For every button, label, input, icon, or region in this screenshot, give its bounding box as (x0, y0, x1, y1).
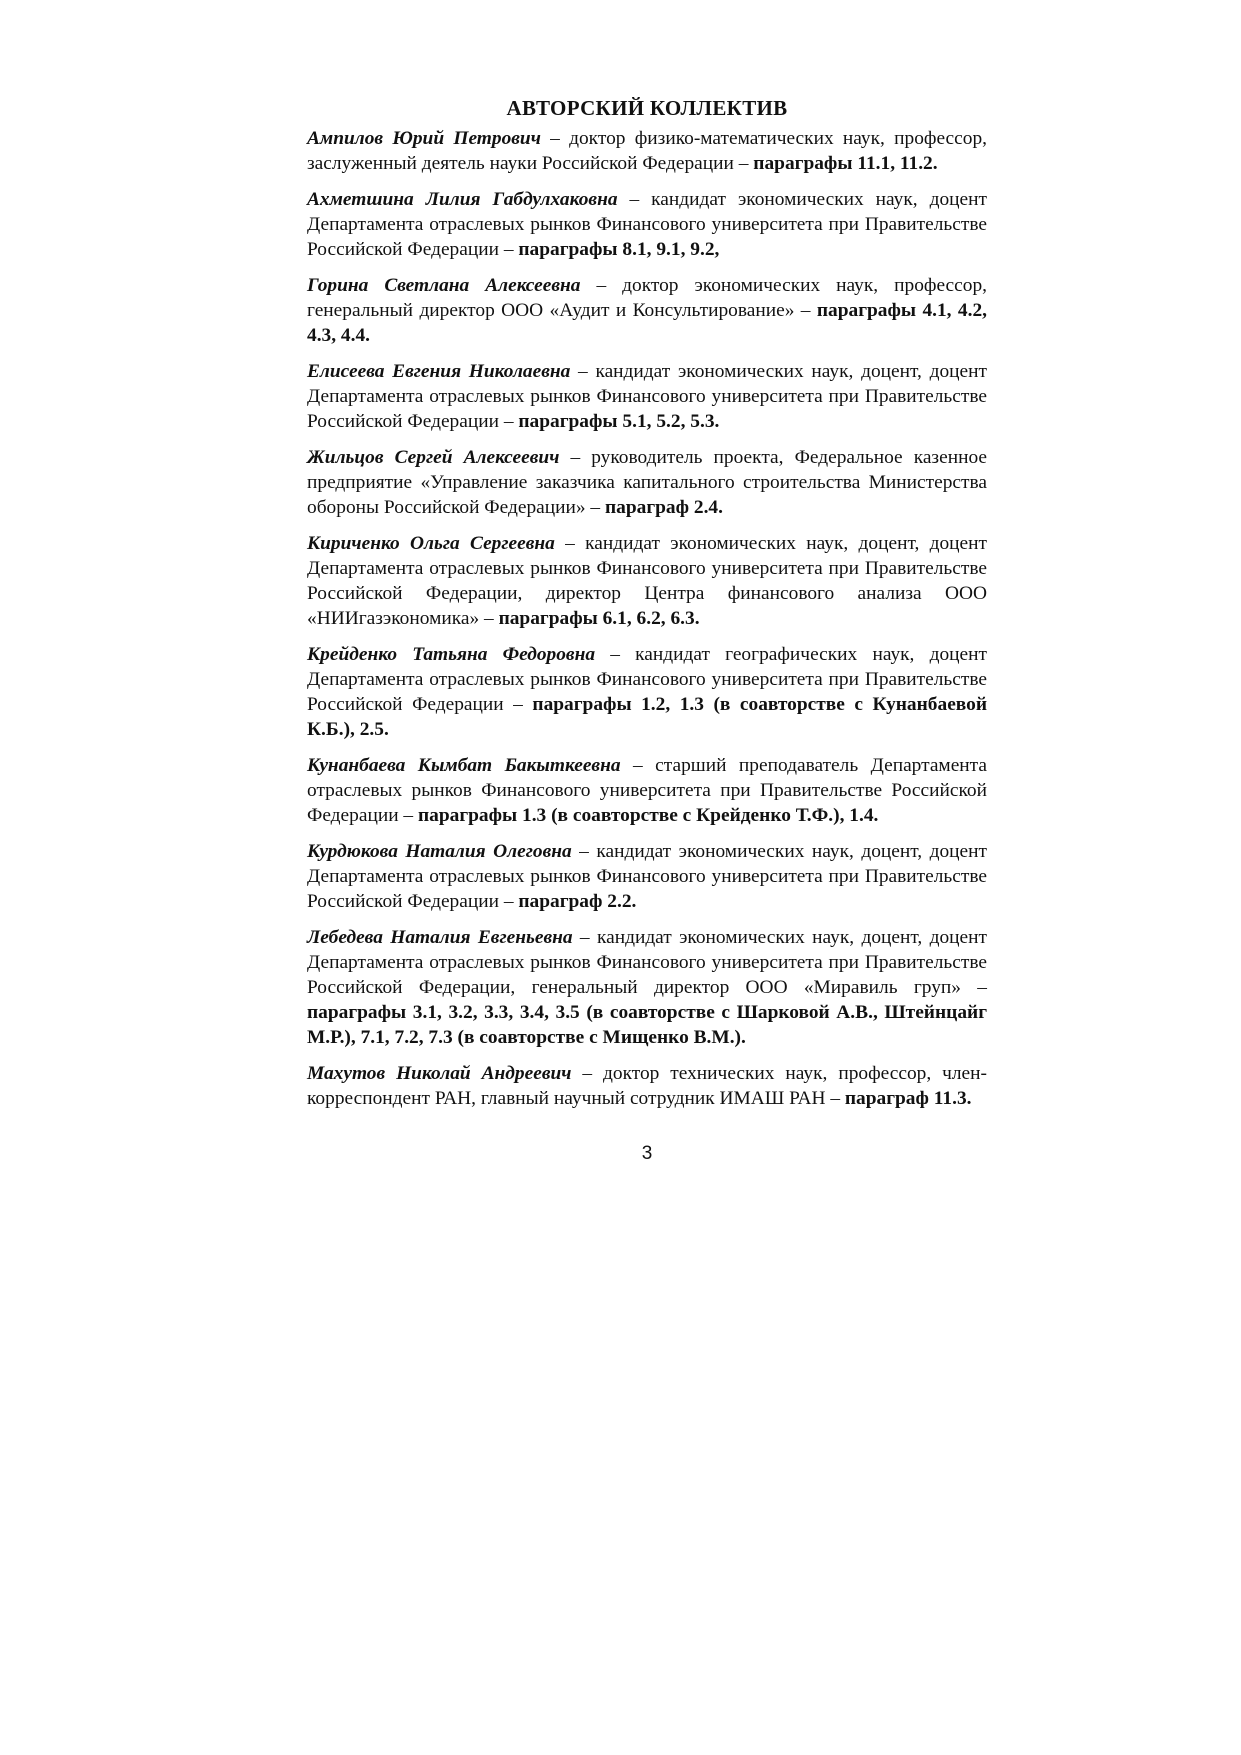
author-entry (307, 1061, 987, 1111)
author-description: – доктор экономических наук, профессор, генеральный директор ООО «Аудит и Консультирование» – (307, 275, 987, 321)
author-name: Лебедева Наталия Евгеньевна (307, 927, 573, 948)
author-description: – руководитель проекта, Федеральное казенное предприятие «Управление заказчика капитального строительства Министерства обороны Российской Федерации» – (307, 447, 987, 518)
author-entry (307, 187, 987, 262)
author-entry (307, 445, 987, 520)
author-name: Горина Светлана Алексеевна (307, 275, 581, 296)
author-paragraphs: параграфы 6.1, 6.2, 6.3. (498, 608, 700, 629)
author-paragraphs: параграфы 5.1, 5.2, 5.3. (518, 411, 720, 432)
author-entry (307, 531, 987, 631)
author-name: Кунанбаева Кымбат Бакыткеевна (307, 755, 621, 776)
author-entry (307, 642, 987, 742)
author-paragraphs: параграф 2.4. (604, 497, 723, 518)
author-name: Ампилов Юрий Петрович (307, 128, 541, 149)
author-entry (307, 126, 987, 176)
author-entry (307, 359, 987, 434)
author-description: – кандидат экономических наук, доцент Департамента отраслевых рынков Финансового университета при Правительстве Российской Федерации – (307, 189, 987, 260)
author-paragraphs: параграфы 1.3 (в соавторстве с Крейденко Т.Ф.), 1.4. (417, 805, 879, 826)
page-number: 3 (641, 1143, 653, 1164)
author-paragraphs: параграфы 11.1, 11.2. (753, 153, 938, 174)
author-paragraphs: параграфы 8.1, 9.1, 9.2, (518, 239, 720, 260)
author-description: – старший преподаватель Департамента отраслевых рынков Финансового университета при Правительстве Российской Федерации – (307, 755, 987, 826)
author-name: Курдюкова Наталия Олеговна (307, 841, 572, 862)
author-paragraphs: параграф 2.2. (518, 891, 637, 912)
author-description: – кандидат экономических наук, доцент, доцент Департамента отраслевых рынков Финансового университета при Правительстве Российской Федерации – (307, 361, 987, 432)
author-description: – доктор физико-математических наук, профессор, заслуженный деятель науки Российской Федерации – (307, 128, 987, 174)
author-name: Махутов Николай Андреевич (307, 1063, 572, 1084)
document-title: АВТОРСКИЙ КОЛЛЕКТИВ (506, 96, 788, 121)
author-paragraphs: параграфы 3.1, 3.2, 3.3, 3.4, 3.5 (в соавторстве с Шарковой А.В., Штейнцайг М.Р.), 7.1, 7.2, 7.3 (в соавторстве с Мищенко В.М.). (307, 1002, 987, 1048)
author-paragraphs: параграфы 1.2, 1.3 (в соавторстве с Кунанбаевой К.Б.), 2.5. (307, 694, 988, 740)
author-description: – кандидат экономических наук, доцент, доцент Департамента отраслевых рынков Финансового университета при Правительстве Российской Федерации, генеральный директор ООО «Миравиль груп» – (307, 927, 988, 998)
author-name: Ахметшина Лилия Габдулхаковна (307, 189, 618, 210)
author-description: – кандидат экономических наук, доцент, доцент Департамента отраслевых рынков Финансового университета при Правительстве Российской Федерации, директор Центра финансового анализа ООО «НИИгазэкономика» – (307, 533, 988, 629)
author-name: Жильцов Сергей Алексеевич (307, 447, 560, 468)
author-list (307, 126, 987, 1122)
author-entry (307, 839, 987, 914)
author-entry (307, 925, 987, 1050)
author-name: Елисеева Евгения Николаевна (307, 361, 571, 382)
author-entry (307, 273, 987, 348)
author-paragraphs: параграфы 4.1, 4.2, 4.3, 4.4. (307, 300, 987, 346)
author-entry (307, 753, 987, 828)
author-description: – кандидат географических наук, доцент Департамента отраслевых рынков Финансового университета при Правительстве Российской Федерации – (307, 644, 987, 715)
author-description: – кандидат экономических наук, доцент, доцент Департамента отраслевых рынков Финансового университета при Правительстве Российской Федерации – (307, 841, 987, 912)
author-description: – доктор технических наук, профессор, член-корреспондент РАН, главный научный сотрудник ИМАШ РАН – (307, 1063, 987, 1109)
author-paragraphs: параграф 11.3. (844, 1088, 972, 1109)
author-name: Крейденко Татьяна Федоровна (307, 644, 596, 665)
author-name: Кириченко Ольга Сергеевна (307, 533, 555, 554)
